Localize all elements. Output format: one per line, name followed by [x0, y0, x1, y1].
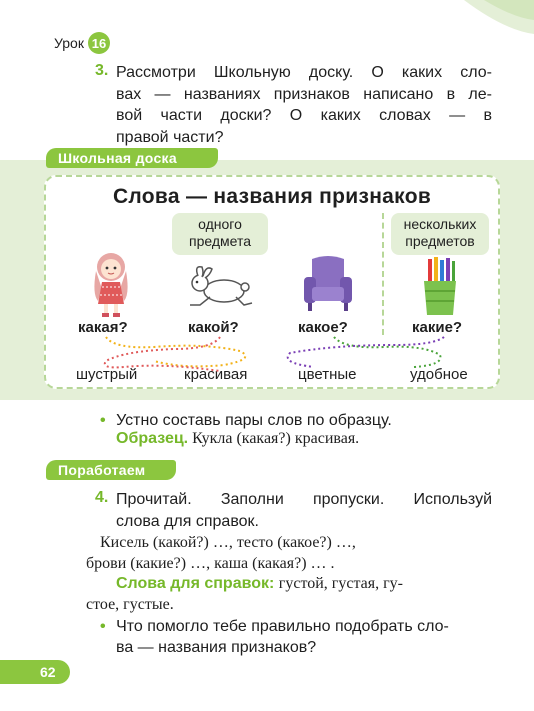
task-3-number: 3. — [95, 62, 109, 79]
adjective-word: цветные — [298, 366, 357, 383]
corner-decoration — [444, 0, 534, 60]
adjective-word: красивая — [184, 366, 248, 383]
task-3-line: вой части доски? О каких словах — в — [116, 107, 492, 124]
task-4-text — [116, 489, 492, 532]
help-words-line: густой, густая, гу- — [278, 575, 403, 592]
armchair-picture — [300, 255, 356, 313]
question-word: какие? — [412, 319, 463, 336]
page-number: 62 — [40, 664, 56, 680]
board-title: Слова — названия признаков — [112, 185, 432, 208]
example-label: Образец. — [116, 430, 189, 447]
task-3-line: правой части? — [116, 128, 224, 146]
subheading-line: одного — [198, 216, 242, 232]
exercise-line: брови (какие?) …, каша (какая?) … . — [86, 555, 335, 572]
task-3-line: вах — названиях признаков написано в ле- — [116, 85, 492, 103]
bullet: • — [100, 412, 106, 429]
question-word: какая? — [78, 319, 128, 336]
subheading-line: предметов — [405, 233, 475, 249]
exercise-line: Кисель (какой?) …, тесто (какое?) …, — [100, 534, 356, 551]
example-line — [116, 430, 359, 448]
doll-picture — [88, 249, 134, 319]
example-text: Кукла (какая?) красивая. — [192, 430, 360, 447]
pencil-cup-picture — [420, 257, 460, 317]
instruction-text: Устно составь пары слов по образцу. — [116, 412, 392, 429]
help-words — [116, 573, 494, 594]
bullet: • — [100, 618, 106, 635]
rabbit-picture — [184, 263, 256, 311]
lesson-header — [54, 32, 110, 54]
task-3-line: Рассмотри Школьную доску. О каких сло- — [116, 64, 492, 81]
question-text: ва — названия признаков? — [116, 639, 317, 656]
question-word: какой? — [188, 319, 239, 336]
lesson-label: Урок — [54, 35, 84, 51]
subheading-one-object — [172, 213, 268, 255]
question-line — [100, 616, 449, 637]
footer-band — [0, 660, 70, 684]
board-tag: Школьная доска — [46, 148, 218, 168]
help-words-line: стое, густые. — [86, 596, 174, 613]
task-3-text — [116, 62, 492, 148]
work-tag: Поработаем — [46, 460, 176, 480]
task-4-line: слова для справок. — [116, 512, 259, 530]
help-label: Слова для справок: — [116, 575, 275, 592]
question-text: Что помогло тебе правильно подобрать сло- — [116, 618, 449, 635]
adjective-word: шустрый — [76, 366, 138, 383]
task-4-number: 4. — [95, 489, 109, 506]
lesson-number-badge: 16 — [88, 32, 110, 54]
instruction-line — [100, 410, 392, 431]
adjective-word: удобное — [410, 366, 468, 383]
subheading-line: нескольких — [403, 216, 477, 232]
task-4-line: Прочитай. Заполни пропуски. Используй — [116, 491, 492, 508]
subheading-line: предмета — [188, 233, 251, 249]
word-link-curves — [44, 335, 500, 375]
subheading-many-objects — [391, 213, 489, 255]
board-divider — [382, 213, 384, 335]
question-word: какое? — [298, 319, 348, 336]
